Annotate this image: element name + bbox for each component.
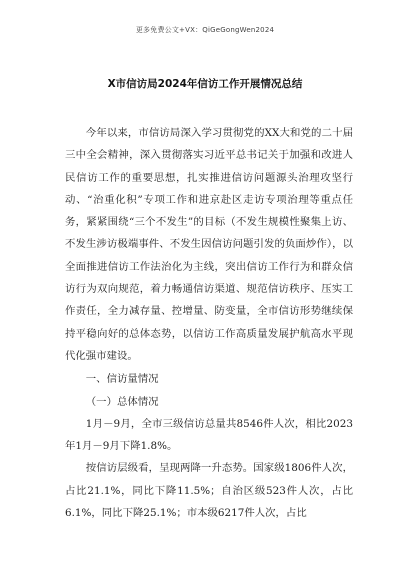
- intro-paragraph: 今年以来，市信访局深入学习贯彻党的XX大和党的二十届三中全会精神，深入贯彻落实习近平总书记关于加强和改进人民信访工作的重要思想，扎实推进信访问题源头治理攻坚行动、“治重化积”专项工作和进京赴区走访专项治理等重点任务，紧紧围绕“三个不发生”的目标（不发生规模性聚集上访、不发生涉访极端事件、不发生因信访问题引发的负面炒作），以全面推进信访工作法治化为主线，突出信访工作行为和群众信访行为双向规范，着力畅通信访渠道、规范信访秩序、压实工作责任，全力减存量、控增量、防变量，全市信访形势继续保持平稳向好的总体态势，以信访工作高质量发展护航高水平现代化强市建设。: [65, 127, 353, 362]
- total-paragraph: 1月－9月，全市三级信访总量共8546件人次，相比2023年1月－9月下降1.8%。: [65, 417, 353, 453]
- document-title: X市信访局2024年信访工作开展情况总结: [107, 78, 303, 90]
- document-body: [65, 122, 353, 524]
- section-heading-1: 一、信访量情况: [85, 373, 159, 386]
- subsection-heading-1: （一）总体情况: [85, 395, 159, 408]
- header-note: 更多免费公文+VX：QiGeGongWen2024: [135, 26, 275, 34]
- level-paragraph: 按信访层级看，呈现两降一升态势。国家级1806件人次，占比21.1%，同比下降11.5%；自治区级523件人次，占比6.1%，同比下降25.1%；市本级6217件人次，占比: [65, 462, 353, 520]
